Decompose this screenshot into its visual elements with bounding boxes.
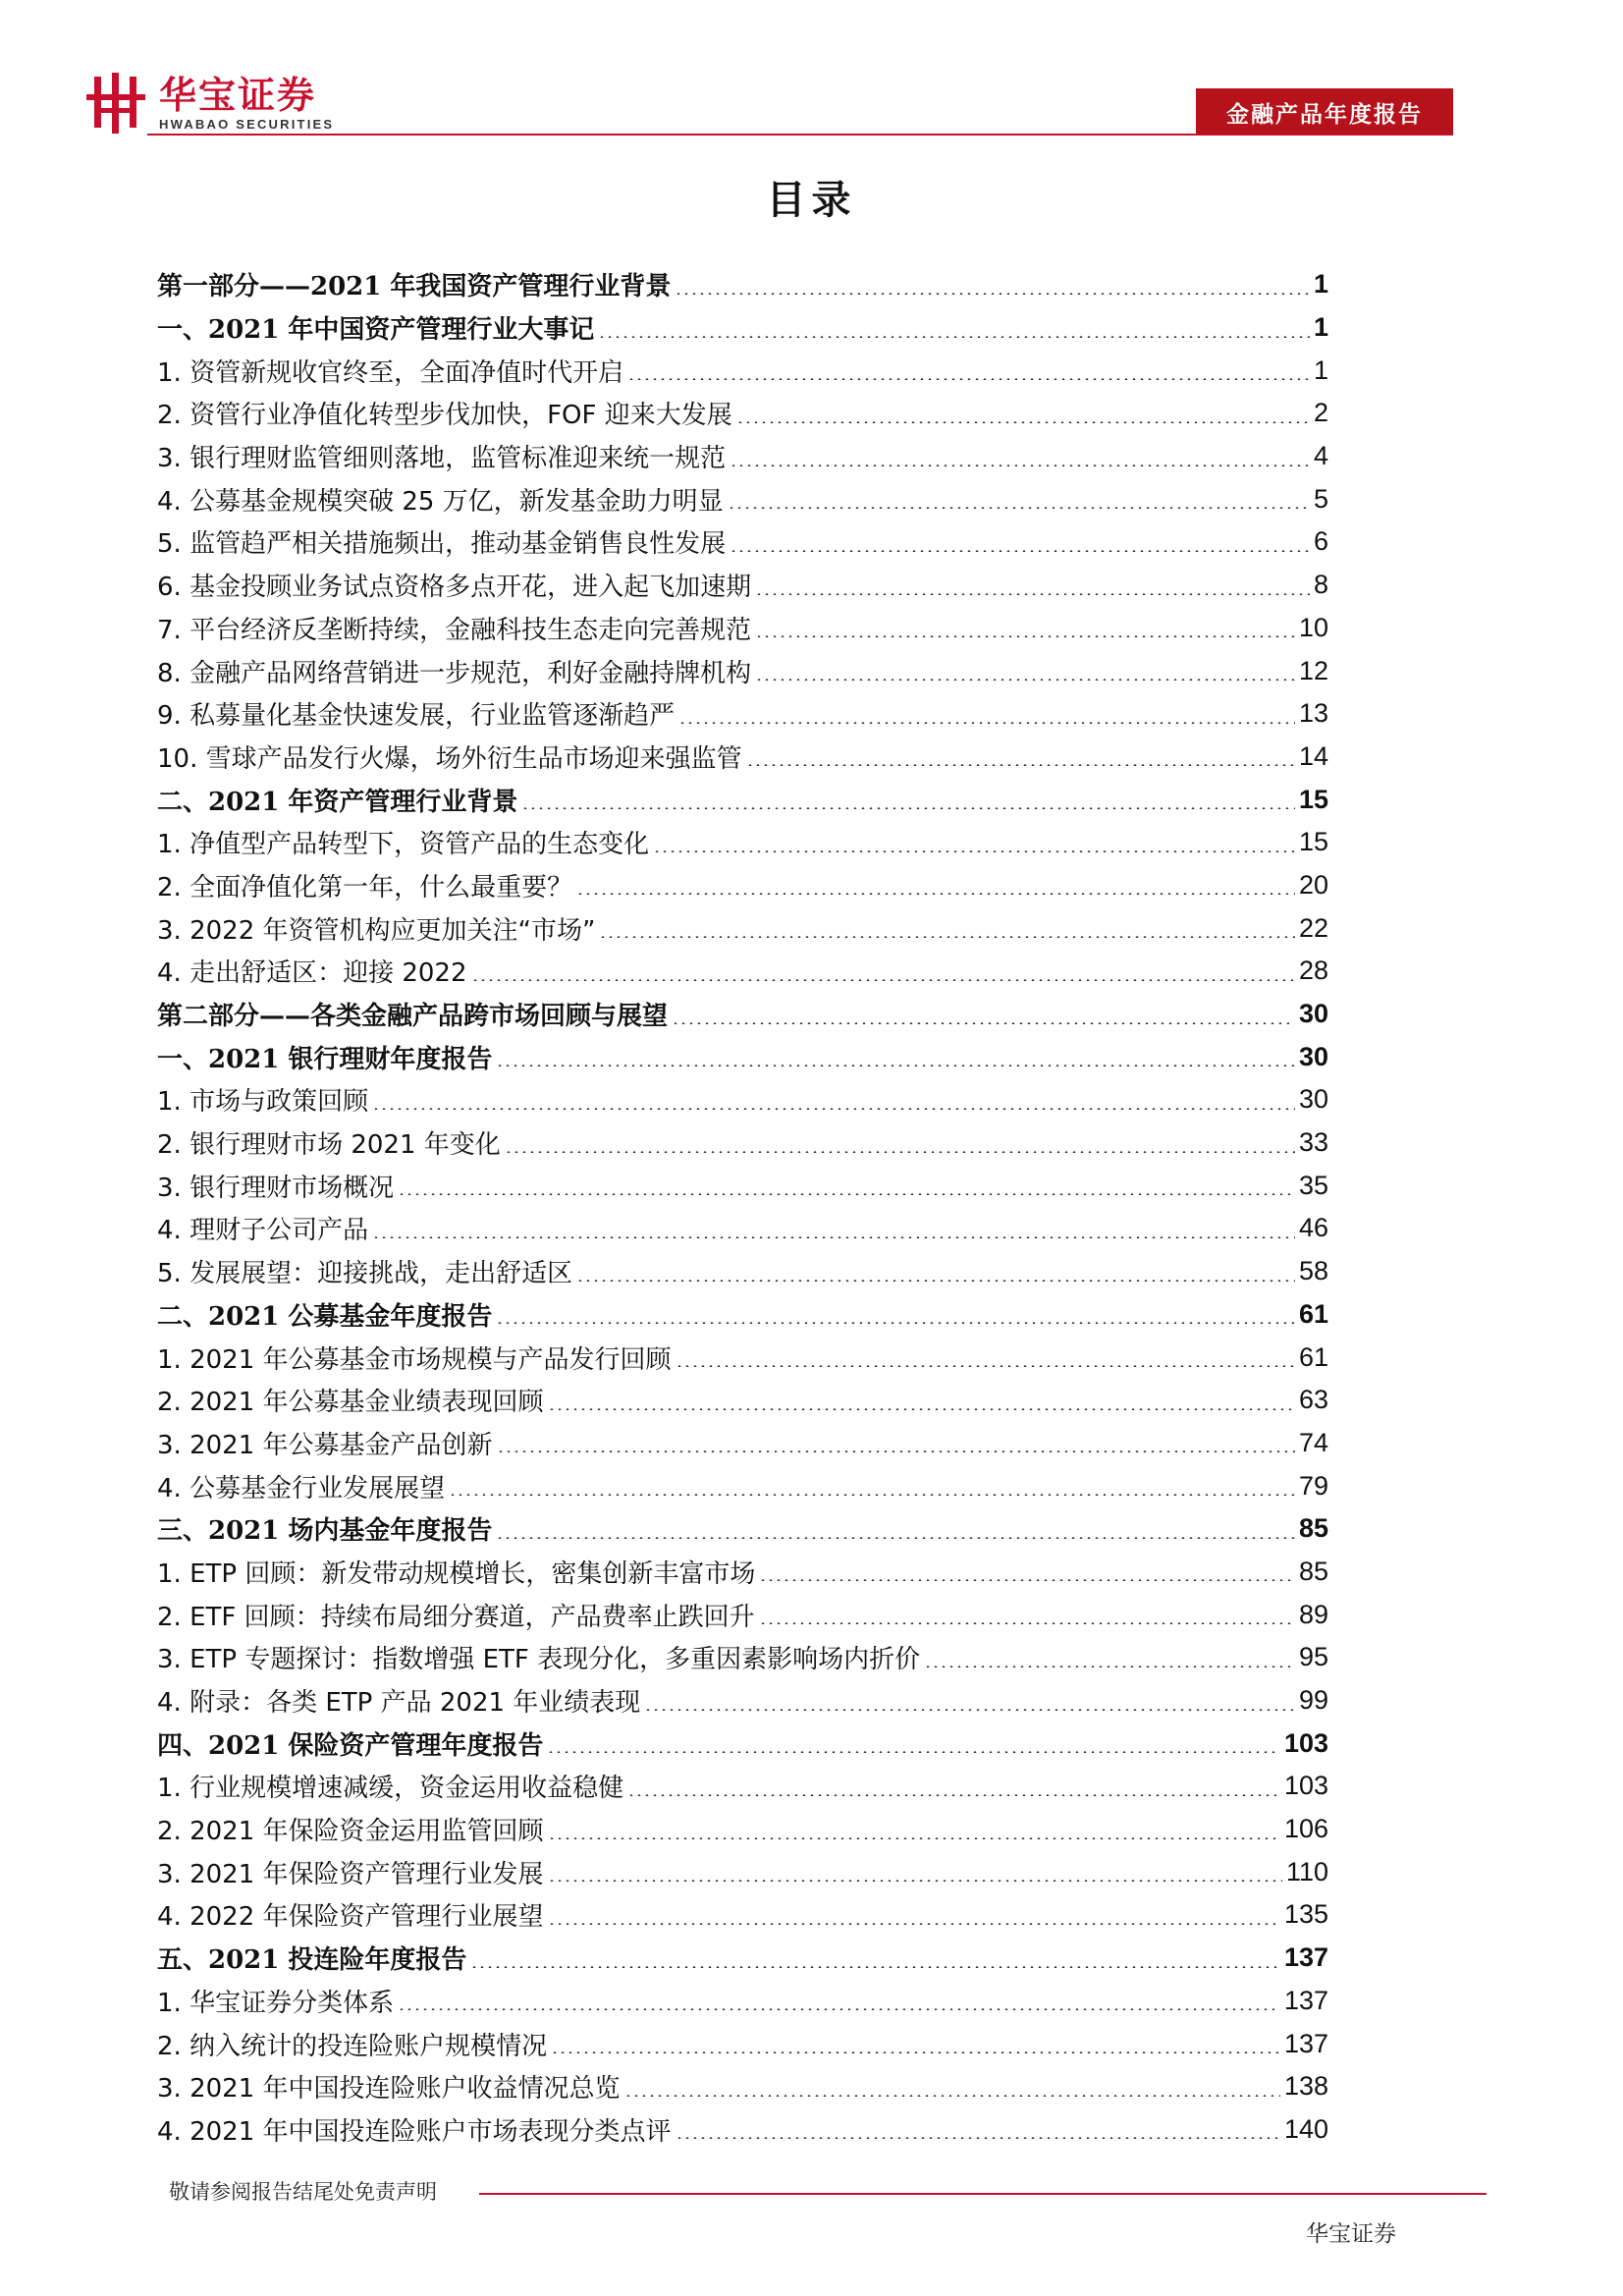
footer-divider [479, 2193, 1487, 2195]
toc-page-number: 30 [1298, 999, 1328, 1029]
toc-entry-title: 五、2021 投连险年度报告 [157, 1945, 467, 1976]
toc-entry-title: 6. 基金投顾业务试点资格多点开花，进入起飞加速期 [157, 573, 752, 603]
toc-page-number: 30 [1298, 1041, 1328, 1071]
toc-page-number: 89 [1298, 1599, 1328, 1629]
toc-page-number: 137 [1283, 2028, 1328, 2058]
toc-entry-title: 三、2021 场内基金年度报告 [157, 1516, 493, 1547]
toc-leader-dots [505, 1151, 1295, 1153]
toc-entry-title: 3. 银行理财监管细则落地，监管标准迎来统一规范 [157, 444, 727, 474]
toc-leader-dots [497, 1450, 1295, 1452]
toc-page-number: 6 [1313, 526, 1328, 557]
toc-entry-title: 1. 2021 年公募基金市场规模与产品发行回顾 [157, 1344, 672, 1375]
logo-en-text: HWABAO SECURITIES [159, 116, 335, 132]
toc-entry-title: 2. 资管行业净值化转型步伐加快，FOF 迎来大发展 [157, 401, 732, 431]
toc-section-entry[interactable] [157, 1035, 1328, 1078]
toc-page-number: 28 [1298, 956, 1328, 986]
toc-entry[interactable] [157, 864, 1328, 907]
toc-page-number: 14 [1298, 740, 1328, 771]
toc-entry[interactable] [157, 2022, 1328, 2065]
toc-leader-dots [372, 1236, 1295, 1238]
toc-leader-dots [730, 465, 1310, 466]
toc-leader-dots [548, 1408, 1295, 1410]
toc-leader-dots [678, 722, 1295, 724]
toc-leader-dots [576, 1280, 1295, 1282]
table-of-contents [157, 263, 1328, 2151]
toc-entry[interactable] [157, 1850, 1328, 1893]
toc-page-number: 137 [1283, 1985, 1328, 2015]
toc-page-number: 20 [1298, 869, 1328, 900]
toc-section-entry[interactable] [157, 306, 1328, 350]
page-header [0, 0, 1623, 137]
toc-section-entry[interactable] [157, 1937, 1328, 1980]
toc-page-number: 15 [1298, 827, 1328, 857]
toc-entry-title: 7. 平台经济反垄断持续，金融科技生态走向完善规范 [157, 615, 752, 645]
toc-leader-dots [551, 2051, 1280, 2053]
toc-entry-title: 4. 2022 年保险资产管理行业展望 [157, 1902, 544, 1933]
toc-page-number: 79 [1298, 1470, 1328, 1501]
toc-page-number: 103 [1283, 1771, 1328, 1801]
hwabao-logo-icon [86, 73, 147, 134]
toc-leader-dots [755, 593, 1310, 595]
toc-entry-title: 4. 理财子公司产品 [157, 1216, 369, 1246]
toc-page-number: 4 [1313, 441, 1328, 471]
toc-leader-dots [672, 1022, 1295, 1024]
toc-leader-dots [755, 679, 1295, 681]
toc-entry-title: 2. 纳入统计的投连险账户规模情况 [157, 2031, 548, 2061]
toc-entry[interactable] [157, 349, 1328, 392]
toc-page-number: 140 [1283, 2113, 1328, 2144]
toc-entry[interactable] [157, 1422, 1328, 1465]
toc-entry[interactable] [157, 1207, 1328, 1250]
header-divider [147, 134, 1453, 136]
toc-leader-dots [759, 1579, 1295, 1581]
toc-entry[interactable] [157, 564, 1328, 607]
toc-entry[interactable] [157, 692, 1328, 736]
toc-entry[interactable] [157, 477, 1328, 520]
toc-leader-dots [496, 1065, 1295, 1066]
toc-entry[interactable] [157, 1636, 1328, 1679]
toc-entry[interactable] [157, 1078, 1328, 1121]
toc-entry-title: 第一部分——2021 年我国资产管理行业背景 [157, 272, 672, 302]
toc-entry[interactable] [157, 1980, 1328, 2023]
footer-brand: 华宝证券 [1306, 2221, 1396, 2247]
toc-entry[interactable] [157, 1121, 1328, 1165]
toc-leader-dots [521, 807, 1295, 809]
toc-leader-dots [449, 1494, 1295, 1496]
toc-entry-title: 1. 华宝证券分类体系 [157, 1988, 395, 2018]
toc-entry-title: 10. 雪球产品发行火爆，场外衍生品市场迎来强监管 [157, 743, 742, 774]
toc-entry-title: 一、2021 年中国资产管理行业大事记 [157, 315, 595, 346]
toc-entry[interactable] [157, 2065, 1328, 2108]
toc-page-number: 110 [1285, 1856, 1328, 1886]
toc-page-number: 1 [1313, 312, 1328, 343]
toc-leader-dots [728, 507, 1310, 509]
toc-leader-dots [496, 1537, 1295, 1539]
toc-leader-dots [676, 2137, 1280, 2139]
toc-leader-dots [599, 936, 1295, 938]
company-logo [86, 73, 334, 134]
toc-page-number: 138 [1283, 2071, 1328, 2102]
toc-title: 目录 [766, 177, 857, 223]
toc-entry[interactable] [157, 607, 1328, 650]
toc-page-number: 1 [1313, 269, 1328, 300]
toc-entry[interactable] [157, 1250, 1328, 1293]
toc-entry[interactable] [157, 520, 1328, 564]
toc-leader-dots [548, 1923, 1280, 1925]
toc-section-entry[interactable] [157, 778, 1328, 821]
toc-entry[interactable] [157, 1808, 1328, 1851]
toc-page-number: 99 [1298, 1685, 1328, 1716]
toc-leader-dots [759, 1622, 1295, 1624]
toc-entry[interactable] [157, 1551, 1328, 1594]
toc-entry-title: 3. 2022 年资管机构应更加关注“市场” [157, 915, 596, 946]
toc-page-number: 61 [1298, 1298, 1328, 1329]
toc-entry-title: 4. 走出舒适区：迎接 2022 [157, 958, 467, 989]
toc-leader-dots [372, 1108, 1295, 1110]
toc-leader-dots [730, 550, 1310, 552]
toc-leader-dots [548, 1837, 1280, 1839]
report-type-tag: 金融产品年度报告 [1196, 88, 1453, 136]
toc-entry[interactable] [157, 1464, 1328, 1507]
toc-page-number: 85 [1298, 1513, 1328, 1544]
toc-entry-title: 一、2021 银行理财年度报告 [157, 1044, 493, 1074]
toc-leader-dots [644, 1709, 1295, 1711]
toc-section-entry[interactable] [157, 263, 1328, 306]
toc-leader-dots [627, 378, 1310, 380]
toc-page-number: 61 [1298, 1341, 1328, 1372]
toc-entry-title: 3. 银行理财市场概况 [157, 1173, 395, 1203]
toc-entry[interactable] [157, 1893, 1328, 1937]
toc-leader-dots [471, 979, 1295, 981]
toc-leader-dots [653, 850, 1295, 852]
toc-page-number: 46 [1298, 1213, 1328, 1243]
toc-entry[interactable] [157, 1679, 1328, 1722]
toc-page-number: 63 [1298, 1385, 1328, 1415]
toc-entry-title: 1. 资管新规收官终至，全面净值时代开启 [157, 357, 624, 388]
toc-page-number: 35 [1298, 1170, 1328, 1200]
toc-leader-dots [736, 421, 1310, 423]
toc-entry[interactable] [157, 950, 1328, 993]
toc-page-number: 10 [1298, 612, 1328, 642]
toc-leader-dots [676, 1365, 1295, 1367]
toc-page-number: 74 [1298, 1427, 1328, 1457]
toc-entry-title: 4. 附录：各类 ETP 产品 2021 年业绩表现 [157, 1688, 641, 1719]
toc-entry-title: 2. 2021 年保险资金运用监管回顾 [157, 1817, 544, 1847]
toc-entry-title: 8. 金融产品网络营销进一步规范，利好金融持牌机构 [157, 658, 752, 688]
toc-entry-title: 5. 监管趋严相关措施频出，推动基金销售良性发展 [157, 529, 727, 560]
toc-entry-title: 2. 全面净值化第一年，什么最重要？ [157, 872, 573, 902]
toc-page-number: 12 [1298, 655, 1328, 685]
toc-leader-dots [398, 2008, 1280, 2010]
toc-leader-dots [470, 1966, 1280, 1968]
toc-entry-title: 1. ETP 回顾：新发带动规模增长，密集创新丰富市场 [157, 1558, 756, 1589]
toc-section-entry[interactable] [157, 1293, 1328, 1337]
toc-entry-title: 4. 2021 年中国投连险账户市场表现分类点评 [157, 2116, 672, 2147]
toc-entry-title: 2. ETF 回顾：持续布局细分赛道，产品费率止跌回升 [157, 1602, 755, 1632]
toc-entry[interactable] [157, 736, 1328, 779]
toc-entry-title: 2. 银行理财市场 2021 年变化 [157, 1130, 501, 1161]
toc-section-entry[interactable] [157, 1722, 1328, 1765]
toc-entry-title: 1. 净值型产品转型下，资管产品的生态变化 [157, 830, 650, 860]
toc-entry-title: 1. 行业规模增速减缓，资金运用收益稳健 [157, 1774, 624, 1804]
toc-entry-title: 二、2021 年资产管理行业背景 [157, 787, 518, 817]
toc-page-number: 30 [1298, 1084, 1328, 1115]
toc-leader-dots [598, 336, 1310, 338]
toc-entry[interactable] [157, 1164, 1328, 1207]
toc-leader-dots [627, 1794, 1280, 1796]
toc-entry[interactable] [157, 649, 1328, 692]
toc-entry-title: 3. 2021 年中国投连险账户收益情况总览 [157, 2074, 621, 2105]
toc-entry[interactable] [157, 435, 1328, 478]
toc-page-number: 137 [1283, 1942, 1328, 1973]
toc-entry-title: 2. 2021 年公募基金业绩表现回顾 [157, 1388, 544, 1418]
toc-entry-title: 1. 市场与政策回顾 [157, 1087, 369, 1118]
toc-entry-title: 4. 公募基金行业发展展望 [157, 1473, 446, 1503]
toc-entry[interactable] [157, 392, 1328, 435]
toc-leader-dots [547, 1751, 1280, 1753]
toc-entry[interactable] [157, 1379, 1328, 1422]
toc-leader-dots [548, 1880, 1282, 1882]
logo-cn-text: 华宝证券 [159, 73, 317, 117]
toc-leader-dots [496, 1322, 1295, 1324]
toc-entry-title: 3. 2021 年保险资产管理行业发展 [157, 1859, 544, 1889]
toc-entry[interactable] [157, 1593, 1328, 1636]
toc-leader-dots [398, 1193, 1295, 1195]
toc-entry-title: 3. ETP 专题探讨：指数增强 ETF 表现分化，多重因素影响场内折价 [157, 1645, 921, 1675]
toc-page-number: 85 [1298, 1556, 1328, 1586]
toc-entry-title: 5. 发展展望：迎接挑战，走出舒适区 [157, 1259, 573, 1289]
toc-page-number: 106 [1283, 1814, 1328, 1844]
toc-page-number: 58 [1298, 1256, 1328, 1286]
toc-page-number: 2 [1313, 398, 1328, 428]
toc-entry[interactable] [157, 1765, 1328, 1808]
toc-entry[interactable] [157, 906, 1328, 950]
toc-page-number: 22 [1298, 912, 1328, 943]
toc-entry-title: 第二部分——各类金融产品跨市场回顾与展望 [157, 1002, 669, 1032]
toc-leader-dots [624, 2095, 1280, 2097]
toc-entry-title: 4. 公募基金规模突破 25 万亿，新发基金助力明显 [157, 486, 724, 517]
toc-section-entry[interactable] [157, 1507, 1328, 1551]
toc-entry-title: 3. 2021 年公募基金产品创新 [157, 1430, 493, 1460]
toc-page-number: 15 [1298, 784, 1328, 814]
toc-page-number: 103 [1283, 1727, 1328, 1758]
toc-leader-dots [755, 635, 1295, 637]
toc-entry-title: 四、2021 保险资产管理年度报告 [157, 1730, 544, 1761]
toc-leader-dots [746, 764, 1295, 766]
toc-entry-title: 二、2021 公募基金年度报告 [157, 1301, 493, 1332]
toc-page-number: 8 [1313, 570, 1328, 600]
toc-page-number: 95 [1298, 1642, 1328, 1672]
toc-leader-dots [576, 893, 1295, 895]
toc-entry[interactable] [157, 821, 1328, 864]
toc-entry[interactable] [157, 1336, 1328, 1379]
toc-entry-title: 9. 私募量化基金快速发展，行业监管逐渐趋严 [157, 701, 676, 732]
toc-page-number: 1 [1313, 355, 1328, 385]
toc-section-entry[interactable] [157, 993, 1328, 1036]
toc-page-number: 5 [1313, 483, 1328, 514]
footer-disclaimer: 敬请参阅报告结尾处免责声明 [169, 2180, 437, 2204]
toc-entry[interactable] [157, 2108, 1328, 2152]
toc-page-number: 13 [1298, 698, 1328, 729]
toc-page-number: 33 [1298, 1127, 1328, 1158]
toc-leader-dots [924, 1666, 1295, 1667]
toc-page-number: 135 [1283, 1899, 1328, 1930]
toc-leader-dots [675, 293, 1310, 295]
